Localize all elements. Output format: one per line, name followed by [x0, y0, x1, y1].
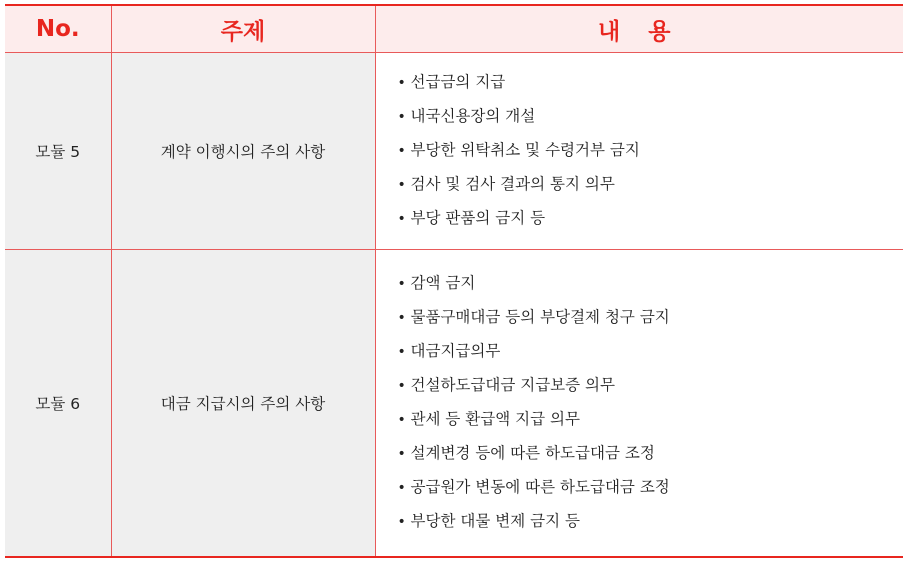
table-header-row — [5, 5, 903, 53]
module-content — [375, 53, 903, 250]
bullet-icon: • — [397, 177, 406, 193]
bullet-icon: • — [397, 109, 406, 125]
list-item-text: 공급원가 변동에 따른 하도급대금 조정 — [410, 478, 670, 496]
list-item-text: 건설하도급대금 지급보증 의무 — [410, 376, 616, 394]
list-item-text: 내국신용장의 개설 — [410, 107, 536, 125]
bullet-icon: • — [397, 480, 406, 496]
bullet-icon: • — [397, 310, 406, 326]
content-list — [398, 267, 904, 539]
module-table — [5, 4, 903, 558]
list-item-text: 부당한 대물 변제 금지 등 — [410, 512, 580, 530]
module-content — [375, 250, 903, 558]
header-no: No. — [5, 5, 111, 53]
module-topic: 대금 지급시의 주의 사항 — [111, 250, 375, 558]
table-row — [5, 250, 903, 558]
list-item — [398, 134, 904, 168]
list-item — [398, 369, 904, 403]
bullet-icon: • — [397, 75, 406, 91]
list-item — [398, 471, 904, 505]
list-item — [398, 301, 904, 335]
bullet-icon: • — [397, 446, 406, 462]
bullet-icon: • — [397, 412, 406, 428]
bullet-icon: • — [397, 378, 406, 394]
list-item-text: 부당 판품의 금지 등 — [410, 209, 546, 227]
list-item — [398, 202, 904, 236]
table-row — [5, 53, 903, 250]
header-topic: 주제 — [111, 5, 375, 53]
list-item-text: 대금지급의무 — [410, 342, 501, 360]
list-item — [398, 100, 904, 134]
list-item-text: 부당한 위탁취소 및 수령거부 금지 — [410, 141, 640, 159]
list-item — [398, 66, 904, 100]
bullet-icon: • — [397, 276, 406, 292]
list-item — [398, 437, 904, 471]
list-item — [398, 335, 904, 369]
module-number: 모듈 5 — [5, 53, 111, 250]
list-item-text: 감액 금지 — [410, 274, 476, 292]
bullet-icon: • — [397, 211, 406, 227]
module-number: 모듈 6 — [5, 250, 111, 558]
module-topic: 계약 이행시의 주의 사항 — [111, 53, 375, 250]
list-item-text: 설계변경 등에 따른 하도급대금 조정 — [410, 444, 655, 462]
content-list — [398, 66, 904, 236]
list-item — [398, 267, 904, 301]
list-item-text: 물품구매대금 등의 부당결제 청구 금지 — [410, 308, 670, 326]
bullet-icon: • — [397, 143, 406, 159]
list-item — [398, 403, 904, 437]
bullet-icon: • — [397, 514, 406, 530]
list-item — [398, 168, 904, 202]
list-item-text: 관세 등 환급액 지급 의무 — [410, 410, 580, 428]
list-item — [398, 505, 904, 539]
list-item-text: 검사 및 검사 결과의 통지 의무 — [410, 175, 615, 193]
list-item-text: 선급금의 지급 — [410, 73, 506, 91]
bullet-icon: • — [397, 344, 406, 360]
header-content: 내 용 — [375, 5, 903, 53]
